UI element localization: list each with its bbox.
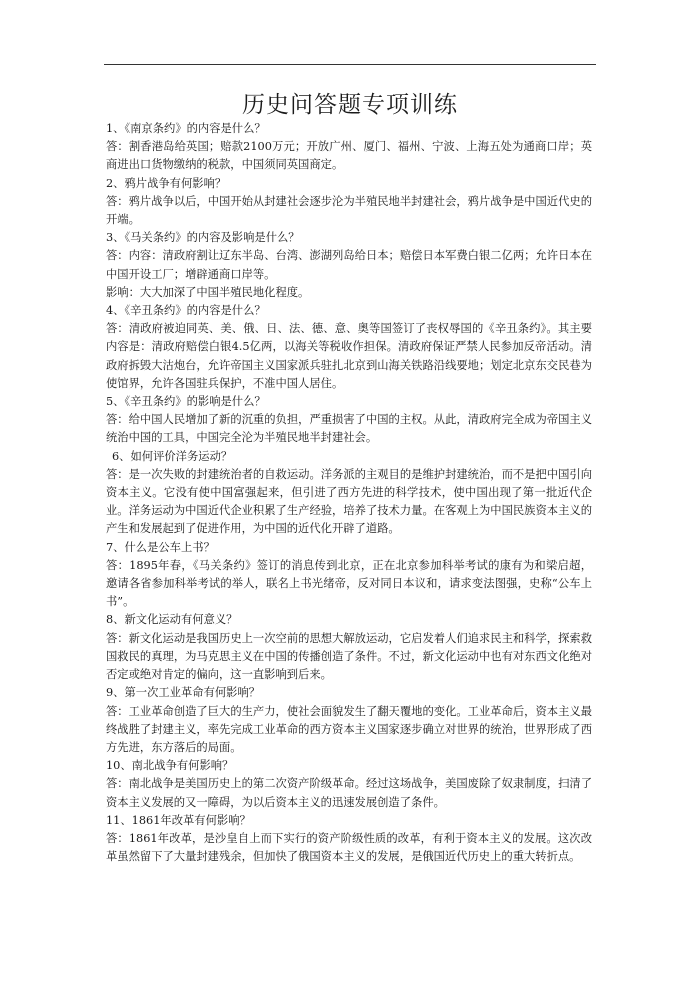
question-text: 4、《辛丑条约》的内容是什么？ bbox=[106, 304, 266, 318]
qa-item-2 bbox=[106, 175, 592, 230]
answer-text: 答：清政府被迫同英、美、俄、日、法、德、意、奥等国签订了丧权辱国的《辛丑条约》。其主要内容是：清政府赔偿白银4.5亿两，以海关等税收作担保。清政府保证严禁人民参加反帝活动。清政府拆毁大沽炮台，允许帝国主义国家派兵驻扎北京到山海关铁路沿线要地；划定北京东交民巷为使馆界，允许各国驻兵保护，不准中国人居住。 bbox=[106, 322, 592, 390]
answer-text: 答：鸦片战争以后，中国开始从封建社会逐步沦为半殖民地半封建社会，鸦片战争是中国近代史的开端。 bbox=[106, 194, 592, 227]
answer-impact-text: 影响：大大加深了中国半殖民地化程度。 bbox=[106, 285, 310, 299]
question-text: 11、1861年改革有何影响？ bbox=[106, 813, 251, 827]
qa-item-7 bbox=[106, 539, 592, 612]
qa-item-5 bbox=[106, 393, 592, 448]
header-rule bbox=[104, 64, 596, 65]
answer-text: 答：割香港岛给英国；赔款2100万元；开放广州、厦门、福州、宁波、上海五处为通商口岸；英商进出口货物缴纳的税款，中国须同英国商定。 bbox=[106, 140, 592, 172]
question-text: 7、什么是公车上书？ bbox=[106, 540, 215, 554]
qa-item-6 bbox=[106, 448, 592, 539]
page-title: 历史问答题专项训练 bbox=[242, 92, 458, 118]
question-text: 2、鸦片战争有何影响？ bbox=[106, 176, 227, 190]
qa-item-4 bbox=[106, 302, 592, 393]
question-text: 8、新文化运动有何意义？ bbox=[106, 613, 238, 627]
answer-text: 答：工业革命创造了巨大的生产力，使社会面貌发生了翻天覆地的变化。工业革命后，资本主义最终战胜了封建主义，率先完成工业革命的西方资本主义国家逐步确立对世界的统治，世界形成了西方先进，东方落后的局面。 bbox=[106, 704, 592, 754]
answer-text: 答：1895年春，《马关条约》签订的消息传到北京，正在北京参加科举考试的康有为和梁启超，邀请各省参加科举考试的举人，联名上书光绪帝，反对同日本议和，请求变法图强，史称“公车上书”。 bbox=[106, 558, 592, 609]
answer-text: 答：1861年改革，是沙皇自上而下实行的资产阶级性质的改革，有利于资本主义的发展。这次改革虽然留下了大量封建残余，但加快了俄国资本主义的发展，是俄国近代历史上的重大转折点。 bbox=[106, 831, 592, 864]
qa-item-3 bbox=[106, 229, 592, 302]
question-text: 9、第一次工业革命有何影响？ bbox=[106, 686, 261, 700]
qa-item-10 bbox=[106, 757, 592, 812]
qa-item-8 bbox=[106, 611, 592, 684]
answer-text: 答：新文化运动是我国历史上一次空前的思想大解放运动，它启发着人们追求民主和科学，探索救国救民的真理，为马克思主义在中国的传播创造了条件。不过，新文化运动中也有对东西文化绝对否定或绝对肯定的偏向，这一直影响到后来。 bbox=[106, 631, 592, 682]
question-text: 10、南北战争有何影响？ bbox=[106, 759, 234, 773]
qa-item-1 bbox=[106, 120, 592, 175]
qa-content bbox=[106, 120, 592, 866]
question-text: 1、《南京条约》的内容是什么？ bbox=[106, 122, 266, 135]
answer-text: 答：内容：清政府割让辽东半岛、台湾、澎湖列岛给日本；赔偿日本军费白银二亿两；允许日本在中国开设工厂；增辟通商口岸等。 bbox=[106, 249, 592, 281]
answer-text: 答：南北战争是美国历史上的第二次资产阶级革命。经过这场战争，美国废除了奴隶制度，扫清了资本主义发展的又一障碍，为以后资本主义的迅速发展创造了条件。 bbox=[106, 777, 592, 809]
answer-text: 答：是一次失败的封建统治者的自救运动。洋务派的主观目的是维护封建统治，而不是把中国引向资本主义。它没有使中国富强起来，但引进了西方先进的科学技术，使中国出现了第一批近代企业。洋务运动为中国近代企业积累了生产经验，培养了技术力量。在客观上为中国民族资本主义的产生和发展起到了促进作用，为中国的近代化开辟了道路。 bbox=[106, 467, 592, 536]
answer-text: 答：给中国人民增加了新的沉重的负担，严重损害了中国的主权。从此，清政府完全成为帝国主义统治中国的工具，中国完全沦为半殖民地半封建社会。 bbox=[106, 413, 592, 445]
question-text: 6、如何评价洋务运动？ bbox=[112, 449, 233, 463]
qa-item-9 bbox=[106, 684, 592, 757]
qa-item-11 bbox=[106, 812, 592, 867]
question-text: 3、《马关条约》的内容及影响是什么？ bbox=[106, 231, 300, 245]
question-text: 5、《辛丑条约》的影响是什么？ bbox=[106, 395, 266, 409]
